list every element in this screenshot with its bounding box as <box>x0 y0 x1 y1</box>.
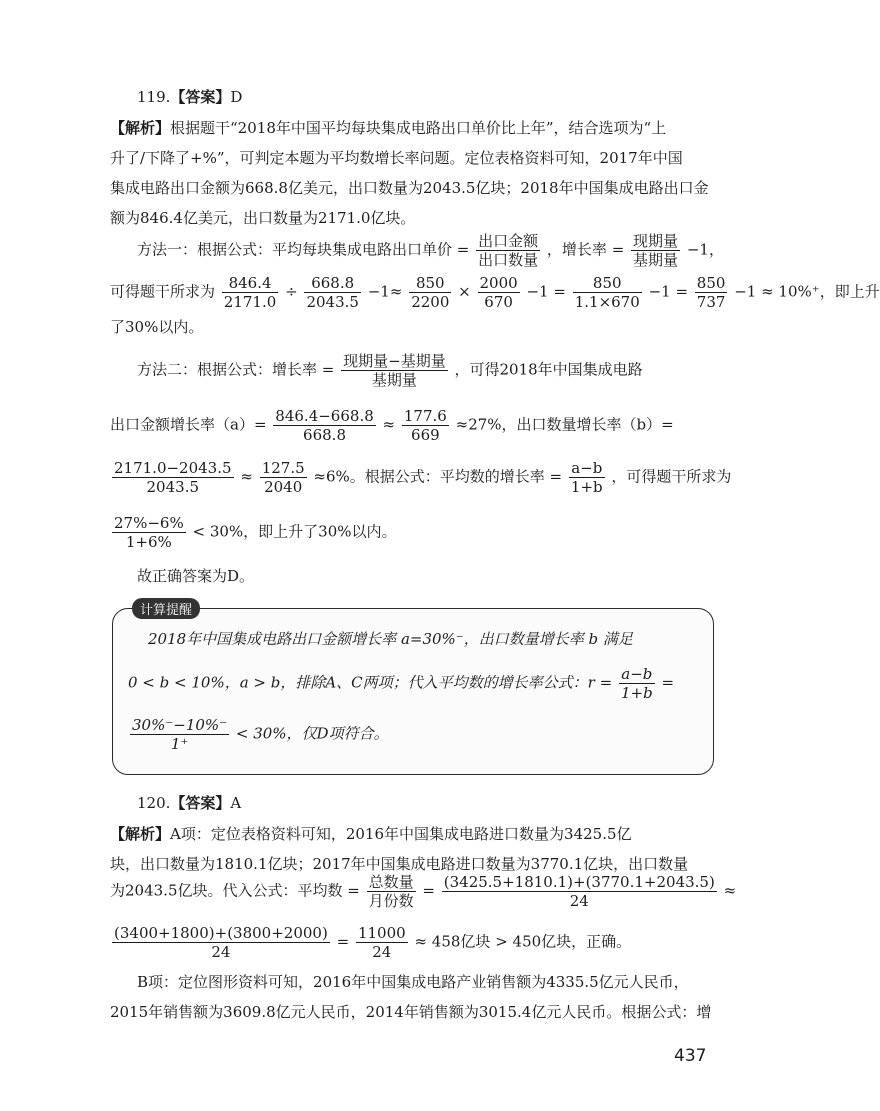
method2-line-3: $\frac{2171.0-2043.5}{2043.5}$ ≈ $\frac{127.5}{2040}$ ≈6%。根据公式：平均数的增长率 = $\frac{a-b}{1+b}$ ，可得题干所求为 <box>114 459 732 496</box>
method1-line-1: 方法一：根据公式：平均每块集成电路出口单价 = $\frac{\text{出口金额}}{\text{出口数量}}$ ，增长率 = $\frac{\text{现期量}}{\text{基期量}}$ −1， <box>137 232 724 269</box>
q119-analysis-tag: 【解析】 <box>110 119 171 137</box>
q119-header <box>137 86 242 107</box>
q119-number: 119. <box>137 88 171 106</box>
tip-line-2: 0 < b < 10%，a > b，排除A、C两项；代入平均数的增长率公式：r = $\frac{a-b}{1+b}$ = <box>128 665 675 702</box>
q120-b-line-1: B项：定位图形资料可知，2016年中国集成电路产业销售额为4335.5亿元人民币， <box>137 973 689 991</box>
q120-answer-tag: 【答案】 <box>170 794 231 812</box>
q120-line-1: 【解析】A项：定位表格资料可知，2016年中国集成电路进口数量为3425.5亿 <box>110 825 632 843</box>
q119-answer-tag: 【答案】 <box>170 88 231 106</box>
page-number: 437 <box>674 1046 707 1066</box>
tip-line-3: $\frac{30\%^--10\%^-}{1^+}$ < 30%，仅D项符合。 <box>132 716 389 753</box>
q120-line-4: $\frac{(3400+1800)+(3800+2000)}{24}$ = $\frac{11000}{24}$ ≈ 458亿块 > 450亿块，正确。 <box>114 924 632 961</box>
q119-analysis-line-1: 【解析】根据题干“2018年中国平均每块集成电路出口单价比上年”，结合选项为“上 <box>110 119 667 137</box>
method1-line-2: 可得题干所求为 $\frac{846.4}{2171.0}$ ÷ $\frac{668.8}{2043.5}$ −1≈ $\frac{850}{2200}$ × $\frac{2000}{670}$ −1 = $\frac{850}{1.1\times 670}$ −1 = $\frac{850}{737}$ −1 ≈ 10%⁺，即上升 <box>110 274 880 311</box>
q120-line-2: 块，出口数量为1810.1亿块；2017年中国集成电路进口数量为3770.1亿块，出口数量 <box>110 855 689 873</box>
fraction-unit-price: $\frac{\text{出口金额}}{\text{出口数量}}$ <box>478 232 539 269</box>
method2-line-4: $\frac{27\%-6\%}{1+6\%}$ < 30%，即上升了30%以内。 <box>114 514 397 551</box>
q120-answer: A <box>230 794 242 812</box>
q120-header <box>137 792 241 813</box>
q120-b-line-2: 2015年销售额为3609.8亿元人民币，2014年销售额为3015.4亿元人民币。根据公式：增 <box>110 1003 712 1021</box>
q120-number: 120. <box>137 794 171 812</box>
calculation-tip-label: 计算提醒 <box>132 598 200 619</box>
q119-analysis-line-3: 集成电路出口金额为668.8亿美元，出口数量为2043.5亿块；2018年中国集成电路出口金 <box>110 179 709 197</box>
q120-analysis-tag: 【解析】 <box>110 825 171 843</box>
fraction-growth-rate: $\frac{\text{现期量}}{\text{基期量}}$ <box>633 232 679 269</box>
method2-line-2: 出口金额增长率（a）= $\frac{846.4-668.8}{668.8}$ ≈ $\frac{177.6}{669}$ ≈27%，出口数量增长率（b）= <box>110 407 674 444</box>
method1-line-3: 了30%以内。 <box>110 318 204 336</box>
q120-line-3: 为2043.5亿块。代入公式：平均数 = $\frac{\text{总数量}}{\text{月份数}}$ = $\frac{(3425.5+1810.1)+(3770.1+2043.5)}{24}$ ≈ <box>110 873 737 910</box>
q119-answer: D <box>230 88 243 106</box>
q119-analysis-line-2: 升了/下降了+%”，可判定本题为平均数增长率问题。定位表格资料可知，2017年中国 <box>110 149 683 167</box>
q119-conclusion: 故正确答案为D。 <box>137 567 255 585</box>
method2-line-1: 方法二：根据公式：增长率 = $\frac{\text{现期量−基期量}}{\text{基期量}}$ ，可得2018年中国集成电路 <box>137 352 643 389</box>
tip-line-1: 2018年中国集成电路出口金额增长率 a=30%⁻，出口数量增长率 b 满足 <box>148 630 633 648</box>
q119-analysis-line-4: 额为846.4亿美元，出口数量为2171.0亿块。 <box>110 209 416 227</box>
